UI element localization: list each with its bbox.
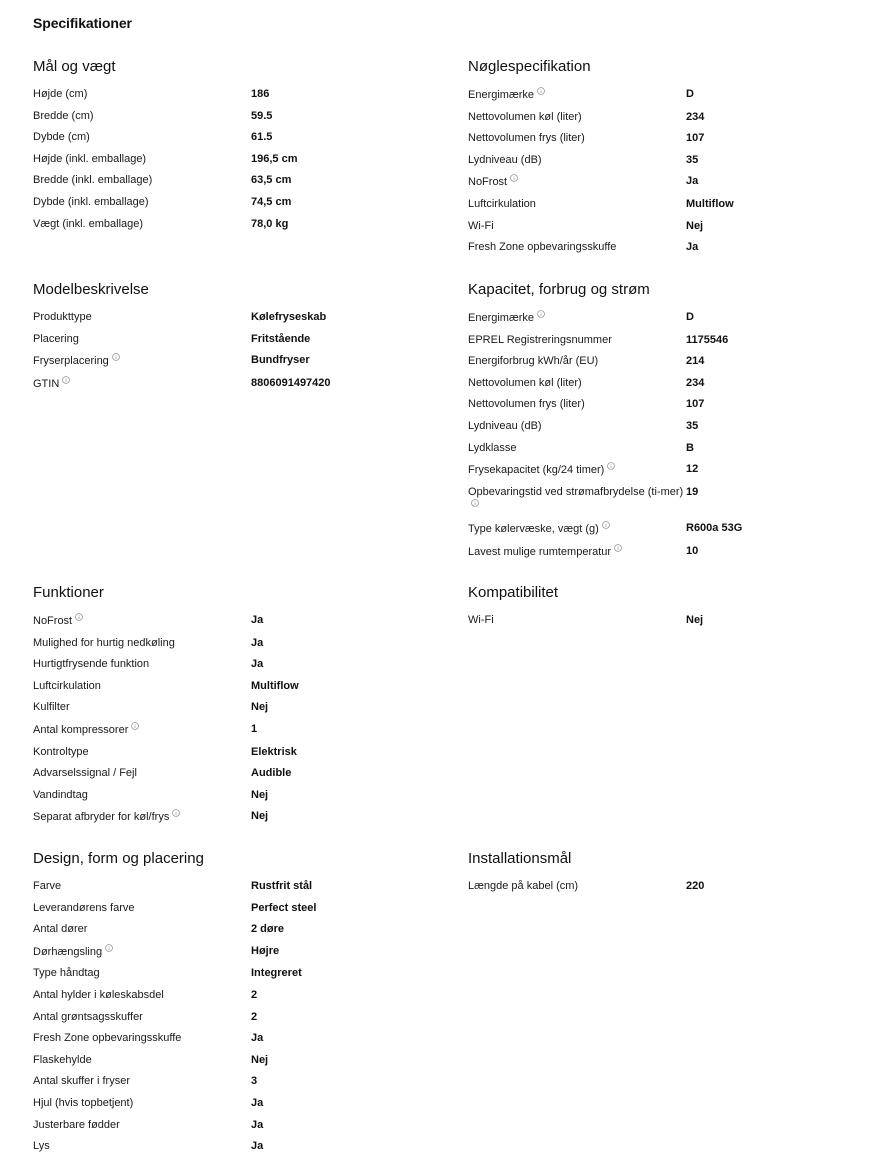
spec-list bbox=[468, 310, 858, 559]
spec-label-text: Fresh Zone opbevaringsskuffe bbox=[33, 1032, 182, 1045]
spec-label-text: EPREL Registreringsnummer bbox=[468, 333, 612, 346]
spec-value: Rustfrit stål bbox=[251, 880, 313, 892]
spec-value: 63,5 cm bbox=[251, 174, 292, 187]
spec-value: Ja bbox=[251, 1032, 264, 1045]
spec-value: 107 bbox=[686, 398, 705, 411]
spec-label-text: Frysekapacitet (kg/24 timer) bbox=[468, 464, 605, 477]
spec-label-text: Dybde (inkl. emballage) bbox=[33, 195, 149, 208]
info-icon[interactable] bbox=[537, 87, 545, 95]
spec-label bbox=[33, 722, 251, 737]
spec-value: Bundfryser bbox=[251, 354, 310, 367]
spec-label-text: Wi-Fi bbox=[468, 219, 494, 232]
info-icon[interactable] bbox=[105, 944, 113, 952]
spec-label-text: Opbevaringstid ved strømafbrydelse (ti-mer) bbox=[468, 485, 684, 498]
spec-value: Multiflow bbox=[251, 679, 299, 692]
spec-row bbox=[33, 788, 423, 802]
spec-label bbox=[468, 462, 686, 477]
spec-label bbox=[468, 613, 686, 627]
spec-label bbox=[33, 966, 251, 980]
spec-label-text: Separat afbryder for køl/frys bbox=[33, 811, 170, 824]
section-kompatibilitet bbox=[468, 581, 858, 635]
spec-label bbox=[468, 153, 686, 167]
spec-row bbox=[33, 988, 423, 1002]
spec-row bbox=[33, 1053, 423, 1067]
spec-label-text: Energimærke bbox=[468, 312, 535, 324]
spec-label bbox=[33, 1074, 251, 1088]
spec-row bbox=[33, 1096, 423, 1110]
spec-label bbox=[33, 310, 251, 324]
spec-label-text: Dybde (cm) bbox=[33, 131, 90, 144]
info-icon[interactable] bbox=[537, 310, 545, 318]
spec-row bbox=[468, 485, 858, 514]
spec-label-text: Farve bbox=[33, 880, 62, 892]
spec-value: 186 bbox=[251, 88, 270, 100]
spec-label bbox=[468, 376, 686, 390]
spec-label-text: Antal hylder i køleskabsdel bbox=[33, 988, 164, 1001]
info-icon[interactable] bbox=[172, 809, 180, 817]
spec-label bbox=[468, 397, 686, 411]
spec-label bbox=[33, 87, 251, 101]
spec-value: 78,0 kg bbox=[251, 217, 289, 230]
spec-label bbox=[33, 745, 251, 759]
spec-row bbox=[33, 173, 423, 187]
spec-row bbox=[33, 613, 423, 628]
spec-label-text: Antal kompressorer bbox=[33, 723, 129, 736]
spec-value: 12 bbox=[686, 463, 699, 476]
spec-row bbox=[33, 1074, 423, 1088]
spec-label bbox=[33, 130, 251, 144]
spec-value: Ja bbox=[251, 1140, 264, 1153]
spec-row bbox=[468, 310, 858, 325]
spec-row bbox=[468, 153, 858, 167]
spec-row bbox=[468, 613, 858, 627]
spec-row bbox=[33, 722, 423, 737]
spec-row bbox=[33, 1139, 423, 1153]
spec-row bbox=[33, 376, 423, 391]
spec-value: 234 bbox=[686, 376, 705, 389]
spec-label-text: NoFrost bbox=[33, 615, 73, 627]
spec-label-text: Fresh Zone opbevaringsskuffe bbox=[468, 241, 617, 254]
spec-label bbox=[33, 879, 251, 893]
spec-row bbox=[33, 679, 423, 693]
spec-row bbox=[33, 87, 423, 101]
section-kapacitet bbox=[468, 278, 858, 567]
spec-value: Nej bbox=[686, 614, 704, 626]
spec-label-text: Nettovolumen frys (liter) bbox=[468, 398, 585, 411]
spec-label-text: Nettovolumen køl (liter) bbox=[468, 376, 582, 389]
spec-list bbox=[468, 87, 858, 254]
info-icon[interactable] bbox=[62, 376, 70, 384]
spec-label bbox=[33, 109, 251, 123]
spec-value: 8806091497420 bbox=[251, 376, 331, 389]
spec-value: 1175546 bbox=[686, 333, 729, 346]
spec-label-text: Lavest mulige rumtemperatur bbox=[468, 545, 612, 558]
spec-row bbox=[33, 217, 423, 231]
spec-list bbox=[468, 613, 858, 627]
spec-label-text: Leverandørens farve bbox=[33, 901, 135, 914]
spec-value: 234 bbox=[686, 110, 705, 123]
spec-row bbox=[33, 1010, 423, 1024]
spec-value: Højre bbox=[251, 944, 280, 957]
spec-label-text: Produkttype bbox=[33, 311, 92, 323]
spec-label-text: Type håndtag bbox=[33, 967, 100, 980]
spec-value: Kølefryseskab bbox=[251, 311, 327, 323]
spec-row bbox=[33, 152, 423, 166]
spec-row bbox=[33, 922, 423, 936]
spec-label-text: Lydklasse bbox=[468, 441, 517, 454]
spec-label bbox=[33, 636, 251, 650]
section-funktioner bbox=[33, 581, 423, 832]
spec-label bbox=[468, 197, 686, 211]
spec-label bbox=[33, 1118, 251, 1132]
spec-label-text: Placering bbox=[33, 332, 79, 345]
spec-row bbox=[33, 657, 423, 671]
spec-label bbox=[468, 131, 686, 145]
spec-value: 3 bbox=[251, 1075, 258, 1088]
spec-row bbox=[33, 966, 423, 980]
spec-value: Ja bbox=[251, 1118, 264, 1131]
spec-label bbox=[468, 310, 686, 325]
spec-label bbox=[33, 195, 251, 209]
spec-label-text: NoFrost bbox=[468, 176, 508, 189]
section-noeglespecifikation bbox=[468, 55, 858, 262]
spec-row bbox=[468, 521, 858, 536]
section-title: Kompatibilitet bbox=[468, 584, 559, 601]
spec-label bbox=[468, 219, 686, 233]
spec-value: D bbox=[686, 311, 694, 323]
spec-label-text: Vandindtag bbox=[33, 788, 88, 801]
spec-label-text: Vægt (inkl. emballage) bbox=[33, 217, 144, 230]
spec-row bbox=[468, 441, 858, 455]
spec-label bbox=[468, 333, 686, 347]
spec-label-text: Advarselssignal / Fejl bbox=[33, 767, 137, 780]
spec-label bbox=[33, 376, 251, 391]
spec-row bbox=[468, 879, 858, 893]
spec-label-text: Nettovolumen køl (liter) bbox=[468, 110, 582, 123]
spec-row bbox=[468, 110, 858, 124]
spec-value: Elektrisk bbox=[251, 745, 297, 758]
spec-label-text: Højde (inkl. emballage) bbox=[33, 152, 147, 165]
info-icon[interactable] bbox=[112, 353, 120, 361]
spec-label-text: Lys bbox=[33, 1140, 50, 1153]
info-icon[interactable] bbox=[510, 174, 518, 182]
spec-label bbox=[33, 922, 251, 936]
spec-label bbox=[468, 485, 686, 514]
spec-label bbox=[468, 174, 686, 189]
spec-row bbox=[33, 636, 423, 650]
spec-label-text: GTIN bbox=[33, 377, 60, 390]
spec-label bbox=[468, 879, 686, 893]
spec-label-text: Lydniveau (dB) bbox=[468, 153, 542, 166]
spec-label-text: Hjul (hvis topbetjent) bbox=[33, 1096, 134, 1109]
info-icon[interactable] bbox=[607, 462, 615, 470]
spec-row bbox=[33, 1031, 423, 1045]
spec-label bbox=[33, 1139, 251, 1153]
spec-label-text: Energimærke bbox=[468, 89, 535, 101]
spec-list bbox=[33, 87, 423, 231]
spec-value: 214 bbox=[686, 355, 705, 368]
spec-label bbox=[468, 110, 686, 124]
info-icon[interactable] bbox=[75, 613, 83, 621]
spec-label bbox=[468, 240, 686, 254]
spec-row bbox=[468, 87, 858, 102]
spec-value: Ja bbox=[686, 175, 699, 188]
spec-value: Multiflow bbox=[686, 197, 734, 210]
section-title: Funktioner bbox=[33, 584, 104, 601]
spec-value: Nej bbox=[251, 701, 269, 714]
spec-row bbox=[468, 240, 858, 254]
spec-label-text: Justerbare fødder bbox=[33, 1118, 120, 1131]
spec-value: 10 bbox=[686, 544, 699, 557]
spec-row bbox=[468, 462, 858, 477]
spec-label-text: Luftcirkulation bbox=[468, 197, 536, 210]
spec-row bbox=[33, 109, 423, 123]
spec-value: Perfect steel bbox=[251, 901, 317, 914]
section-modelbeskrivelse bbox=[33, 278, 423, 398]
spec-label-text: Kontroltype bbox=[33, 745, 89, 758]
spec-label bbox=[468, 441, 686, 455]
spec-value: Audible bbox=[251, 767, 292, 780]
spec-row bbox=[468, 131, 858, 145]
section-title: Installationsmål bbox=[468, 850, 572, 867]
spec-value: Ja bbox=[251, 658, 264, 671]
spec-label bbox=[33, 1096, 251, 1110]
spec-label-text: Længde på kabel (cm) bbox=[468, 880, 579, 892]
spec-label bbox=[33, 1031, 251, 1045]
spec-value: Nej bbox=[686, 219, 704, 232]
spec-label-text: Fryserplacering bbox=[33, 355, 109, 368]
spec-value: 220 bbox=[686, 880, 705, 892]
section-title: Mål og vægt bbox=[33, 58, 116, 75]
section-title: Nøglespecifikation bbox=[468, 58, 591, 75]
spec-row bbox=[33, 901, 423, 915]
spec-row bbox=[33, 1118, 423, 1132]
spec-label-text: Kulfilter bbox=[33, 701, 70, 714]
spec-label bbox=[33, 679, 251, 693]
spec-row bbox=[33, 944, 423, 959]
spec-row bbox=[468, 174, 858, 189]
spec-label-text: Flaskehylde bbox=[33, 1053, 92, 1066]
info-icon[interactable] bbox=[131, 722, 139, 730]
spec-label bbox=[33, 613, 251, 628]
info-icon[interactable] bbox=[614, 544, 622, 552]
spec-label bbox=[33, 1010, 251, 1024]
spec-label-text: Luftcirkulation bbox=[33, 679, 101, 692]
spec-label-text: Bredde (inkl. emballage) bbox=[33, 174, 153, 187]
spec-label-text: Energiforbrug kWh/år (EU) bbox=[468, 355, 599, 368]
spec-value: Integreret bbox=[251, 967, 302, 980]
spec-list bbox=[33, 310, 423, 391]
spec-value: Nej bbox=[251, 810, 269, 823]
spec-value: 196,5 cm bbox=[251, 152, 298, 165]
spec-label bbox=[33, 332, 251, 346]
spec-row bbox=[468, 419, 858, 433]
spec-row bbox=[33, 700, 423, 714]
spec-label bbox=[33, 809, 251, 824]
spec-label bbox=[33, 901, 251, 915]
spec-label bbox=[468, 419, 686, 433]
info-icon[interactable] bbox=[471, 499, 479, 507]
spec-label bbox=[33, 700, 251, 714]
spec-list bbox=[468, 879, 858, 893]
spec-label bbox=[33, 217, 251, 231]
spec-row bbox=[33, 809, 423, 824]
spec-label bbox=[33, 788, 251, 802]
spec-row bbox=[33, 879, 423, 893]
spec-value: Nej bbox=[251, 788, 269, 801]
section-title: Modelbeskrivelse bbox=[33, 281, 149, 298]
spec-label-text: Antal dører bbox=[33, 923, 88, 936]
spec-value: R600a 53G bbox=[686, 522, 743, 535]
info-icon[interactable] bbox=[602, 521, 610, 529]
spec-row bbox=[468, 197, 858, 211]
section-title: Kapacitet, forbrug og strøm bbox=[468, 281, 650, 298]
spec-value: 2 døre bbox=[251, 923, 285, 936]
spec-value: 19 bbox=[686, 485, 699, 498]
spec-row bbox=[33, 310, 423, 324]
spec-row bbox=[468, 333, 858, 347]
spec-value: B bbox=[686, 441, 694, 454]
spec-label-text: Wi-Fi bbox=[468, 614, 494, 626]
spec-row bbox=[468, 397, 858, 411]
spec-label bbox=[33, 944, 251, 959]
spec-row bbox=[468, 354, 858, 368]
spec-label bbox=[33, 152, 251, 166]
spec-value: 2 bbox=[251, 988, 258, 1001]
section-design bbox=[33, 847, 423, 1161]
spec-label bbox=[468, 544, 686, 559]
spec-row bbox=[33, 766, 423, 780]
spec-value: 107 bbox=[686, 132, 705, 145]
spec-label-text: Hurtigtfrysende funktion bbox=[33, 658, 150, 671]
spec-label-text: Lydniveau (dB) bbox=[468, 419, 542, 432]
spec-value: Ja bbox=[251, 636, 264, 649]
spec-label-text: Dørhængsling bbox=[33, 945, 103, 958]
spec-label-text: Mulighed for hurtig nedkøling bbox=[33, 636, 175, 649]
spec-label bbox=[468, 87, 686, 102]
spec-label-text: Type kølervæske, vægt (g) bbox=[468, 523, 599, 536]
spec-row bbox=[468, 544, 858, 559]
spec-label bbox=[33, 173, 251, 187]
spec-value: 1 bbox=[251, 722, 258, 735]
spec-label-text: Antal skuffer i fryser bbox=[33, 1075, 130, 1088]
spec-label-text: Bredde (cm) bbox=[33, 109, 94, 122]
spec-value: 59.5 bbox=[251, 109, 273, 122]
spec-value: 61.5 bbox=[251, 131, 273, 144]
spec-row bbox=[468, 219, 858, 233]
spec-label-text: Nettovolumen frys (liter) bbox=[468, 132, 585, 145]
spec-label-text: Antal grøntsagsskuffer bbox=[33, 1010, 143, 1023]
spec-label bbox=[33, 353, 251, 368]
spec-label bbox=[33, 766, 251, 780]
spec-label bbox=[468, 521, 686, 536]
spec-row bbox=[33, 130, 423, 144]
spec-value: Fritstående bbox=[251, 332, 311, 345]
spec-label bbox=[33, 988, 251, 1002]
spec-value: Nej bbox=[251, 1053, 269, 1066]
spec-value: 2 bbox=[251, 1010, 258, 1023]
spec-value: D bbox=[686, 88, 694, 100]
spec-value: 35 bbox=[686, 419, 699, 432]
page-title: Specifikationer bbox=[33, 15, 132, 31]
spec-value: Ja bbox=[251, 1096, 264, 1109]
spec-label-text: Højde (cm) bbox=[33, 88, 88, 100]
section-installationsmaal bbox=[468, 847, 858, 901]
spec-row bbox=[33, 195, 423, 209]
spec-value: 74,5 cm bbox=[251, 195, 292, 208]
spec-value: 35 bbox=[686, 153, 699, 166]
spec-label bbox=[468, 354, 686, 368]
section-title: Design, form og placering bbox=[33, 850, 204, 867]
spec-row bbox=[33, 353, 423, 368]
spec-list bbox=[33, 879, 423, 1153]
spec-list bbox=[33, 613, 423, 824]
spec-value: Ja bbox=[251, 614, 264, 626]
spec-label bbox=[33, 657, 251, 671]
spec-row bbox=[33, 745, 423, 759]
spec-value: Ja bbox=[686, 241, 699, 254]
spec-row bbox=[33, 332, 423, 346]
spec-row bbox=[468, 376, 858, 390]
spec-label bbox=[33, 1053, 251, 1067]
section-maal-og-vaegt bbox=[33, 55, 423, 238]
